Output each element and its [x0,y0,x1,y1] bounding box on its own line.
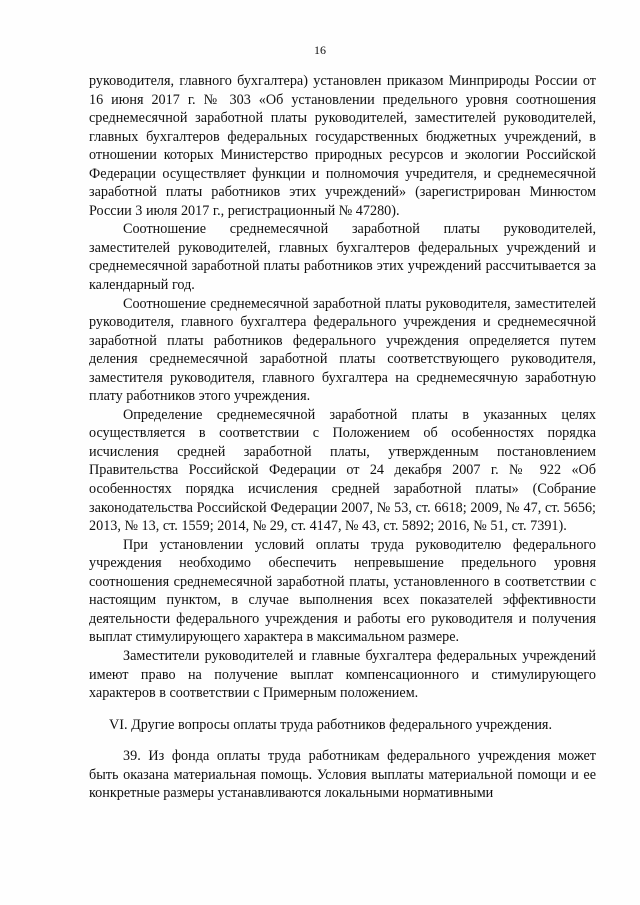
section-heading-vi: VI. Другие вопросы оплаты труда работников федерального учреждения. [109,716,553,733]
paragraph-39-material-aid: 39. Из фонда оплаты труда работникам федерального учреждения может быть оказана материальная помощь. Условия выплаты материальной помощи и ее конкретные размеры устанавливаются локальными нормативными [89,748,596,802]
paragraph-ratio-definition: Соотношение среднемесячной заработной платы руководителя, заместителей руководителя, главного бухгалтера федерального учреждения и среднемесячной заработной платы работников федерального учреждения определяется путем деления среднемесячной заработной платы соответствующего руководителя, заместителя руководителя, главного бухгалтера на среднемесячную заработную плату работников этого учреждения. [89,295,596,405]
paragraph-deputies-payments: Заместители руководителей и главные бухгалтера федеральных учреждений имеют право на получение выплат компенсационного и стимулирующего характеров в соответствии с Примерным положением. [89,647,596,702]
paragraph-ratio-calendar-year: Соотношение среднемесячной заработной платы руководителей, заместителей руководителей, главных бухгалтеров федеральных учреждений и среднемесячной заработной платы работников этих учреждений рассчитывается за календарный год. [89,221,596,294]
paragraph-continuation: руководителя, главного бухгалтера) установлен приказом Минприроды России от 16 июня 2017 г. № 303 «Об установлении предельного уровня соотношения среднемесячной заработной платы руководителей, заместителей руководителей, главных бухгалтеров федеральных государственных бюджетных учреждений, в отношении которых Министерство природных ресурсов и экологии Российской Федерации осуществляет функции и полномочия учредителя, и среднемесячной заработной платы работников этих учреждений» (зарегистрирован Минюстом России 3 июля 2017 г., регистрационный № 47280). [89,73,596,219]
paragraph-average-salary-determination: Определение среднемесячной заработной платы в указанных целях осуществляется в соответствии с Положением об особенностях порядка исчисления средней заработной платы, утвержденным постановлением Правительства Российской Федерации от 24 декабря 2007 г. № 922 «Об особенностях порядка исчисления средней заработной платы» (Собрание законодательства Российской Федерации 2007, № 53, ст. 6618; 2009, № 47, ст. 5656; 2013, № 13, ст. 1559; 2014, № 29, ст. 4147, № 43, ст. 5892; 2016, № 51, ст. 7391). [89,406,596,535]
page-number: 16 [314,43,326,57]
paragraph-conditions-for-head: При установлении условий оплаты труда руководителю федерального учреждения необходимо обеспечить непревышение предельного уровня соотношения среднемесячной заработной платы, установленного в соответствии с настоящим пунктом, в случае выполнения всех показателей эффективности деятельности федерального учреждения и работы его руководителя и получения выплат стимулирующего характера в максимальном размере. [89,536,596,646]
document-body [89,72,596,803]
